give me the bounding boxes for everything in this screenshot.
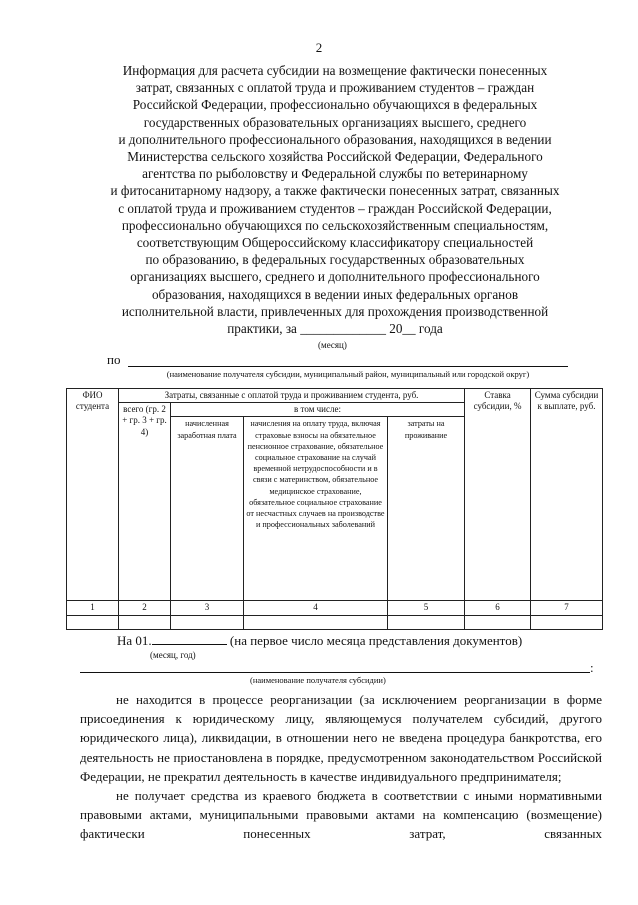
body-text [80, 690, 602, 844]
month-caption: (месяц) [318, 340, 347, 350]
column-number: 6 [465, 601, 531, 615]
title-line: и фитосанитарному надзору, а также фактически понесенных затрат, связанных [110, 183, 560, 199]
page-number: 2 [315, 40, 323, 55]
recipient-name-input-line[interactable] [80, 672, 590, 673]
in-that-number-header: в том числе: [171, 403, 465, 417]
col-sum-header: Сумма субсидии к выплате, руб. [531, 389, 603, 601]
costs-group-header: Затраты, связанные с оплатой труда и проживанием студента, руб. [119, 389, 465, 403]
title-line: по образованию, в федеральных государственных образовательных [145, 252, 525, 268]
paragraph-reorganization: не находится в процессе реорганизации (за исключением реорганизации в форме присоединения к юридическому лицу, являющемуся получателем субсидий, другого юридического лица), ликвидации, в отношении него не введена процедура банкротства, его деятельность не приостановлена в порядке, предусмотренном законодательством Российской Федерации, не прекратил деятельность в качестве индивидуального предпринимателя; [80, 692, 602, 784]
column-number: 5 [388, 601, 465, 615]
table-cell[interactable] [244, 615, 388, 629]
date-suffix: (на первое число месяца представления документов) [229, 633, 523, 648]
date-prefix: На 01. [117, 633, 152, 648]
po-label: по [107, 352, 121, 367]
column-number: 3 [171, 601, 244, 615]
title-line: образования, находящихся в ведении иных федеральных органов [151, 286, 519, 302]
title-line: Информация для расчета субсидии на возмещение фактически понесенных [122, 63, 548, 78]
date-line [117, 632, 522, 649]
title-line-period: практики, за _____________ 20__ года [227, 321, 443, 337]
date-input-line[interactable] [152, 632, 227, 645]
table-cell[interactable] [388, 615, 465, 629]
table-cell[interactable] [531, 615, 603, 629]
title-line: исполнительной власти, привлеченных для прохождения производственной [121, 303, 549, 319]
table-cell[interactable] [171, 615, 244, 629]
column-number: 7 [531, 601, 603, 615]
col-salary-header: начисленная заработная плата [171, 417, 244, 601]
title-line: с оплатой труда и проживанием студентов – граждан Российской Федерации, [118, 200, 552, 216]
title-line: агентства по рыболовству и Федеральной службы по ветеринарному [142, 166, 528, 182]
col-total-header: всего (гр. 2 + гр. 3 + гр. 4) [119, 403, 171, 601]
title-line: затрат, связанных с оплатой труда и проживанием студентов – граждан [135, 80, 535, 96]
col-fio-header: ФИО студента [67, 389, 119, 601]
column-number-row [67, 601, 603, 615]
colon: : [590, 660, 594, 675]
table-cell[interactable] [465, 615, 531, 629]
column-number: 1 [67, 601, 119, 615]
paragraph-regional-budget: не получает средства из краевого бюджета в соответствии с иными нормативными правовыми актами, муниципальными правовыми актами на компенсацию (возмещение) фактически понесенных затрат, связанных [80, 788, 602, 842]
title-line: профессионально обучающихся по сельскохозяйственным специальностям, [121, 217, 549, 233]
table-cell[interactable] [67, 615, 119, 629]
table-header-row [67, 389, 603, 403]
recipient-input-line[interactable] [128, 366, 568, 367]
subsidy-table [66, 388, 603, 630]
col-contributions-header: начисления на оплату труда, включая страховые взносы на обязательное пенсионное страхование, обязательное социальное страхование на случай временной нетрудоспособности и в связи с материнством, обязательное медицинское страхование, обязательное социальное страхование от несчастных случаев на производстве и профессиональных заболеваний [244, 417, 388, 601]
col-housing-header: затраты на проживание [388, 417, 465, 601]
recipient-caption: (наименование получателя субсидии, муниципальный район, муниципальный или городской округ) [166, 369, 530, 379]
table-row [67, 615, 603, 629]
column-number: 4 [244, 601, 388, 615]
date-caption: (месяц, год) [150, 650, 196, 660]
title-line: соответствующим Общероссийскому классификатору специальностей [136, 235, 534, 251]
col-rate-header: Ставка субсидии, % [465, 389, 531, 601]
title-line: организациях высшего, среднего и дополнительного профессионального [130, 269, 540, 285]
title-line: государственных образовательных организациях высшего, среднего [143, 114, 527, 130]
recipient-name-caption: (наименование получателя субсидии) [250, 675, 386, 685]
title-line: Российской Федерации, профессионально обучающихся в федеральных [132, 97, 538, 113]
title-line: Министерства сельского хозяйства Российской Федерации, Федерального [127, 149, 543, 165]
column-number: 2 [119, 601, 171, 615]
document-title [70, 62, 600, 337]
title-line: и дополнительного профессионального образования, находящихся в ведении [118, 131, 552, 147]
table-cell[interactable] [119, 615, 171, 629]
